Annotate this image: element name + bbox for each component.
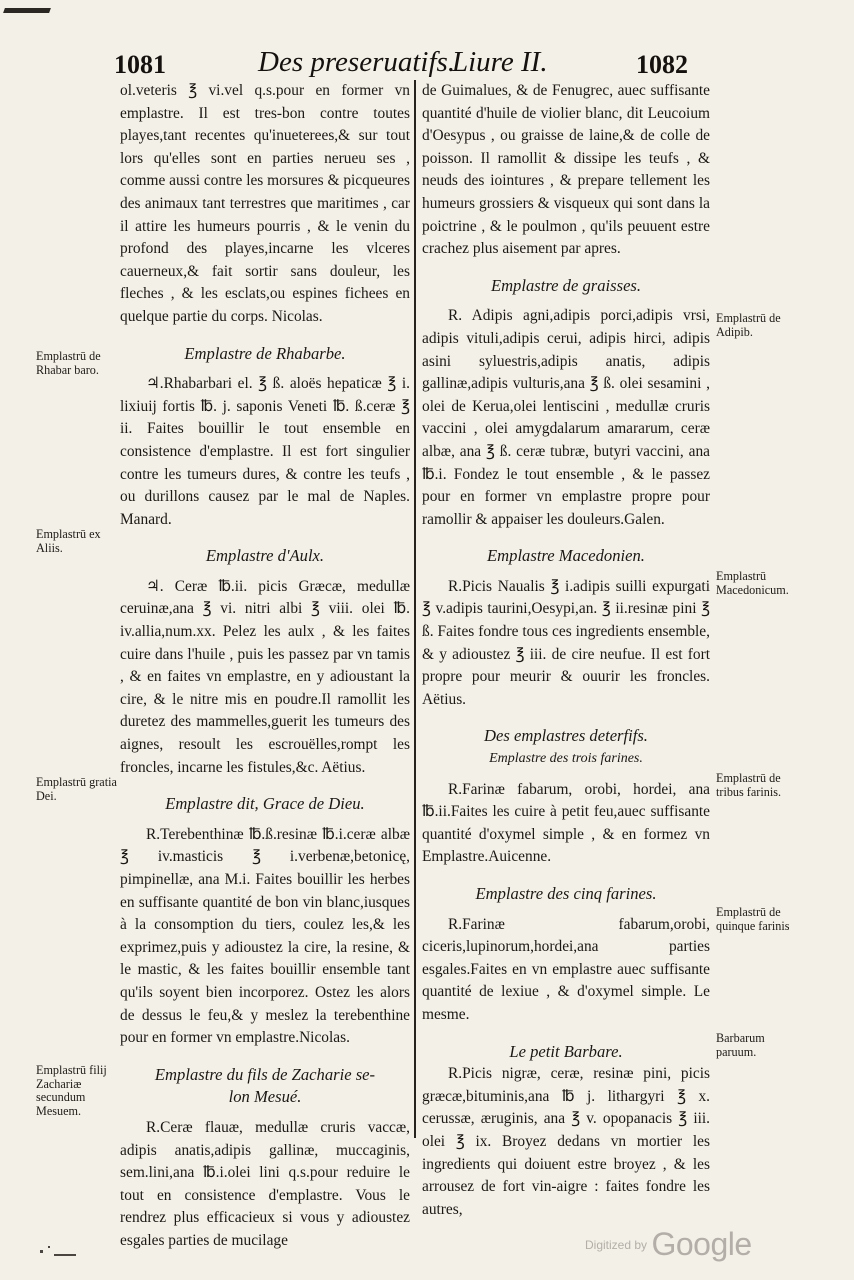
left-intro: ol.veteris ℥ vi.vel q.s.pour en former vn emplastre. Il est tres-bon contre toutes playes,tant recentes qu'inueterees,& sur tout lors qu'elles sont en parties nerueu ses , comme aussi contre les morsures & picqueures des animaux tant terrestres que maritimes , car il attire les humeurs pourris , & le venin du profond des playes,incarne les vlceres cauerneux,& fait sortir sans douleur, les fleches , & les esclats,ou espines fichees en quelque partie du corps. Nicolas. (120, 82, 410, 325)
margin-note-left: Emplastrū gratia Dei. (36, 775, 117, 803)
section-text: R.Ceræ flauæ, medullæ cruris vaccæ, adipis anatis,adipis gallinæ, muccaginis, sem.lini,ana ℔.i.olei lini q.s.pour reduire le tout en consistence d'emplastre. Vous le rendrez plus efficacieux si vous y adioustez esgales parties de mucilage (120, 1118, 410, 1249)
margin-note-right: Barbarum paruum. (716, 1031, 765, 1059)
section-title: Emplastre Macedonien. (487, 546, 645, 566)
margin-note-left: Emplastrū filij Zachariæ secundum Mesuem. (36, 1063, 107, 1118)
section-text: R.Farinæ fabarum,orobi, ciceris,lupinorum,hordei,ana parties esgales.Faites en vn emplastre auec suffisante quantité de lexiue , & d'oxymel simple. Le mesme. (422, 915, 710, 1023)
section-title-continued: lon Mesué. (228, 1087, 302, 1107)
section-title: Emplastre dit, Grace de Dieu. (165, 794, 365, 814)
right-column (422, 80, 710, 1221)
left-page-number: 1081 (114, 50, 166, 79)
right-intro: de Guimalues, & de Fenugrec, auec suffisante quantité d'huile de violier blanc, dit Leucoium d'Oesypus , ou graisse de laine,& de colle de poisson. Il ramollit & dissipe les teufs , & neuds des iointures , & prepare tellement les humeurs grossiers & visqueux qui sont dans la poictrine , & le poulmon , qu'ils peuuent estre crachez plus aisement par apres. (422, 82, 710, 258)
left-column (120, 80, 410, 1253)
column-divider (414, 80, 416, 1138)
margin-note-left: Emplastrū ex Aliis. (36, 527, 101, 555)
margin-note-right: Emplastrū de tribus farinis. (716, 771, 781, 799)
section-text: ♃. Ceræ ℔.ii. picis Græcæ, medullæ ceruinæ,ana ℥ vi. nitri albi ℥ viii. olei ℔. iv.allia,num.xx. Pelez les aulx , & les faites cuire dans l'huile , puis les passez par vn tamis , & en faites vn emplastre, en y adioustant la cire, & le nitre mis en poudre.Il ramollit les duretez des mammelles,guerit les tumeurs des aignes, resoult les escrouëlles,rompt les froncles, incarne les fistules,&c. Aëtius. (120, 577, 410, 776)
section-title: Emplastre du fils de Zacharie se- (154, 1064, 376, 1084)
section-title: Emplastre des cinq farines. (475, 884, 657, 903)
margin-note-right: Emplastrū Macedonicum. (716, 569, 789, 597)
section-text: R. Adipis agni,adipis porci,adipis vrsi, adipis vituli,adipis cerui, adipis hirci, adipis asini syluestris,adipis anatis, adipis gallinæ,adipis vulturis,ana ℥ ß. olei sesamini , olei de Kerua,olei lentiscini , medullæ cruris vaccini , olei amygdalarum amararum, ceræ albæ, ana ℥ ß. ceræ tubræ, butyri vaccini, ana ℔.i. Fondez le tout ensemble , & le passez pour en former vn emplastre propre pour ramollir & appaiser les douleurs.Galen. (422, 307, 710, 528)
google-logo: Google (651, 1226, 752, 1262)
scan-artifact (3, 8, 51, 13)
section-text: R.Terebenthinæ ℔.ß.resinæ ℔.i.ceræ albæ ℥ iv.masticis ℥ i.verbenæ,betonicę, pimpinellæ, ana M.i. Faites bouillir les herbes en suffisante quantité de bon vin blanc,iusques à la consomption du tiers, coulez les,& les exprimez,puis y adioustez la cire, la resine, & le mastic, & les faites bouillir ensemble tant qu'ils soyent bien incorporez. Ostez les alors de dessus le feu,& y meslez la terebenthine pour en former vn emplastre.Nicolas. (120, 825, 410, 1047)
section-heading: Des emplastres deterfifs. (484, 726, 648, 746)
section-title: Emplastre de graisses. (490, 275, 642, 295)
section-text: R.Picis nigræ, ceræ, resinæ pini, picis græcæ,bituminis,ana ℔ j. lithargyri ℥ x. cerussæ, æruginis, ana ℥ v. opopanacis ℥ iii. olei ℥ ix. Broyez dedans vn mortier les ingredients qui doiuent estre broyez , & les arrousez de fort vin-aigre : faites fondre les autres, (422, 1065, 710, 1218)
section-title: Le petit Barbare. (509, 1041, 623, 1061)
margin-note-right: Emplastrū de quinque farinis (716, 905, 790, 933)
margin-note-left: Emplastrū de Rhabar baro. (36, 349, 101, 377)
section-title: Emplastre d'Aulx. (205, 546, 325, 566)
section-text: R.Picis Naualis ℥ i.adipis suilli expurgati ℥ v.adipis taurini,Oesypi,an. ℥ ii.resinæ pini ℥ ß. Faites fondre tous ces ingredients ensemble, & y adioustez ℥ iii. de cire neufue. Il est fort propre pour meurir & ouurir les froncles. Aëtius. (422, 577, 710, 708)
section-title: Emplastre de Rhabarbe. (184, 343, 346, 363)
scan-specks (40, 1244, 80, 1260)
margin-note-right: Emplastrū de Adipib. (716, 311, 781, 339)
running-title: Des preseruatifs. (258, 46, 456, 78)
section-title: Emplastre des trois farines. (489, 751, 643, 767)
section-text: ♃.Rhabarbari el. ℥ ß. aloës hepaticæ ℥ i. lixiuij fortis ℔. j. saponis Veneti ℔. ß.ceræ ℥ ii. Faites bouillir le tout ensemble en consistence d'emplastre. Il est fort singulier contre les tumeurs dures, & contre les teufs , ou durillons causez par le mal de Naples. Manard. (120, 375, 410, 528)
section-text: R.Farinæ fabarum, orobi, hordei, ana ℔.ii.Faites les cuire à petit feu,auec suffisante quantité d'oxymel simple , & en formez vn Emplastre.Auicenne. (422, 780, 710, 866)
book-label: Liure II. (452, 46, 548, 78)
google-watermark (585, 1226, 752, 1263)
watermark-prefix: Digitized by (585, 1238, 648, 1252)
right-page-number: 1082 (636, 50, 688, 79)
